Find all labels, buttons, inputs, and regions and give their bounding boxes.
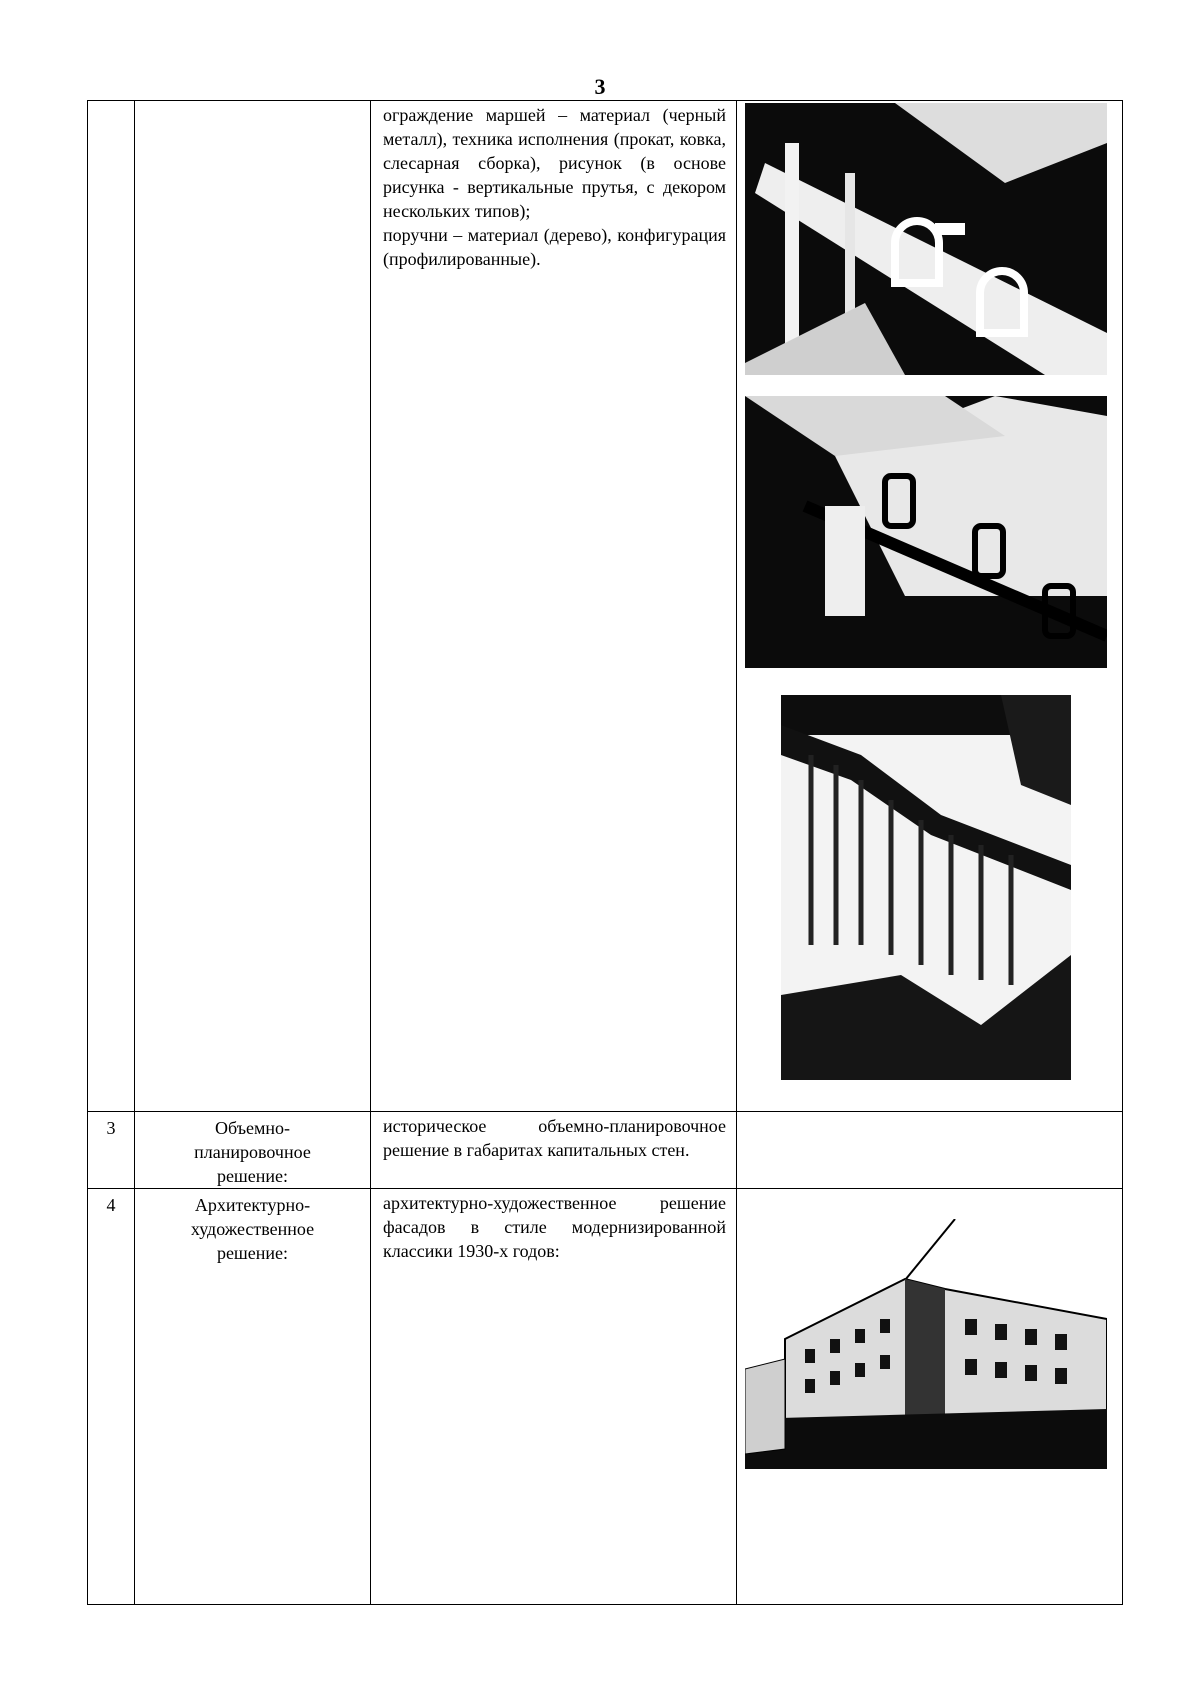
photo-cell [737,1189,1123,1605]
staircase-railing-photo [745,396,1107,668]
description-paragraph: архитектурно-художественное решение фасадов в стиле модернизированной классики 1930-х годов: [383,1193,726,1261]
photo-cell [737,101,1123,1112]
staircase-railing-photo [781,695,1071,1080]
protected-features-table [87,100,1123,1605]
description-paragraph: историческое объемно-планировочное решение в габаритах капитальных стен. [383,1116,726,1160]
feature-description [371,1112,737,1189]
description-paragraph: ограждение маршей – материал (черный металл), техника исполнения (прокат, ковка, слесарная сборка), рисунок (в основе рисунка - вертикальные прутья, с декором нескольких типов); [383,105,726,221]
description-paragraph: поручни – материал (дерево), конфигурация (профилированные). [383,225,726,269]
feature-name [135,101,371,1112]
feature-name: Объемно-планировочное решение: [135,1112,371,1189]
table-row [88,101,1123,1112]
feature-description [371,101,737,1112]
table-row [88,1189,1123,1605]
feature-description [371,1189,737,1605]
page-number: 3 [594,74,606,99]
row-number: 3 [88,1112,135,1189]
building-facade-photo [745,1219,1107,1469]
row-number: 4 [88,1189,135,1605]
row-number [88,101,135,1112]
staircase-railing-photo [745,103,1107,375]
table-row [88,1112,1123,1189]
photo-cell [737,1112,1123,1189]
feature-name: Архитектурно-художественное решение: [135,1189,371,1605]
